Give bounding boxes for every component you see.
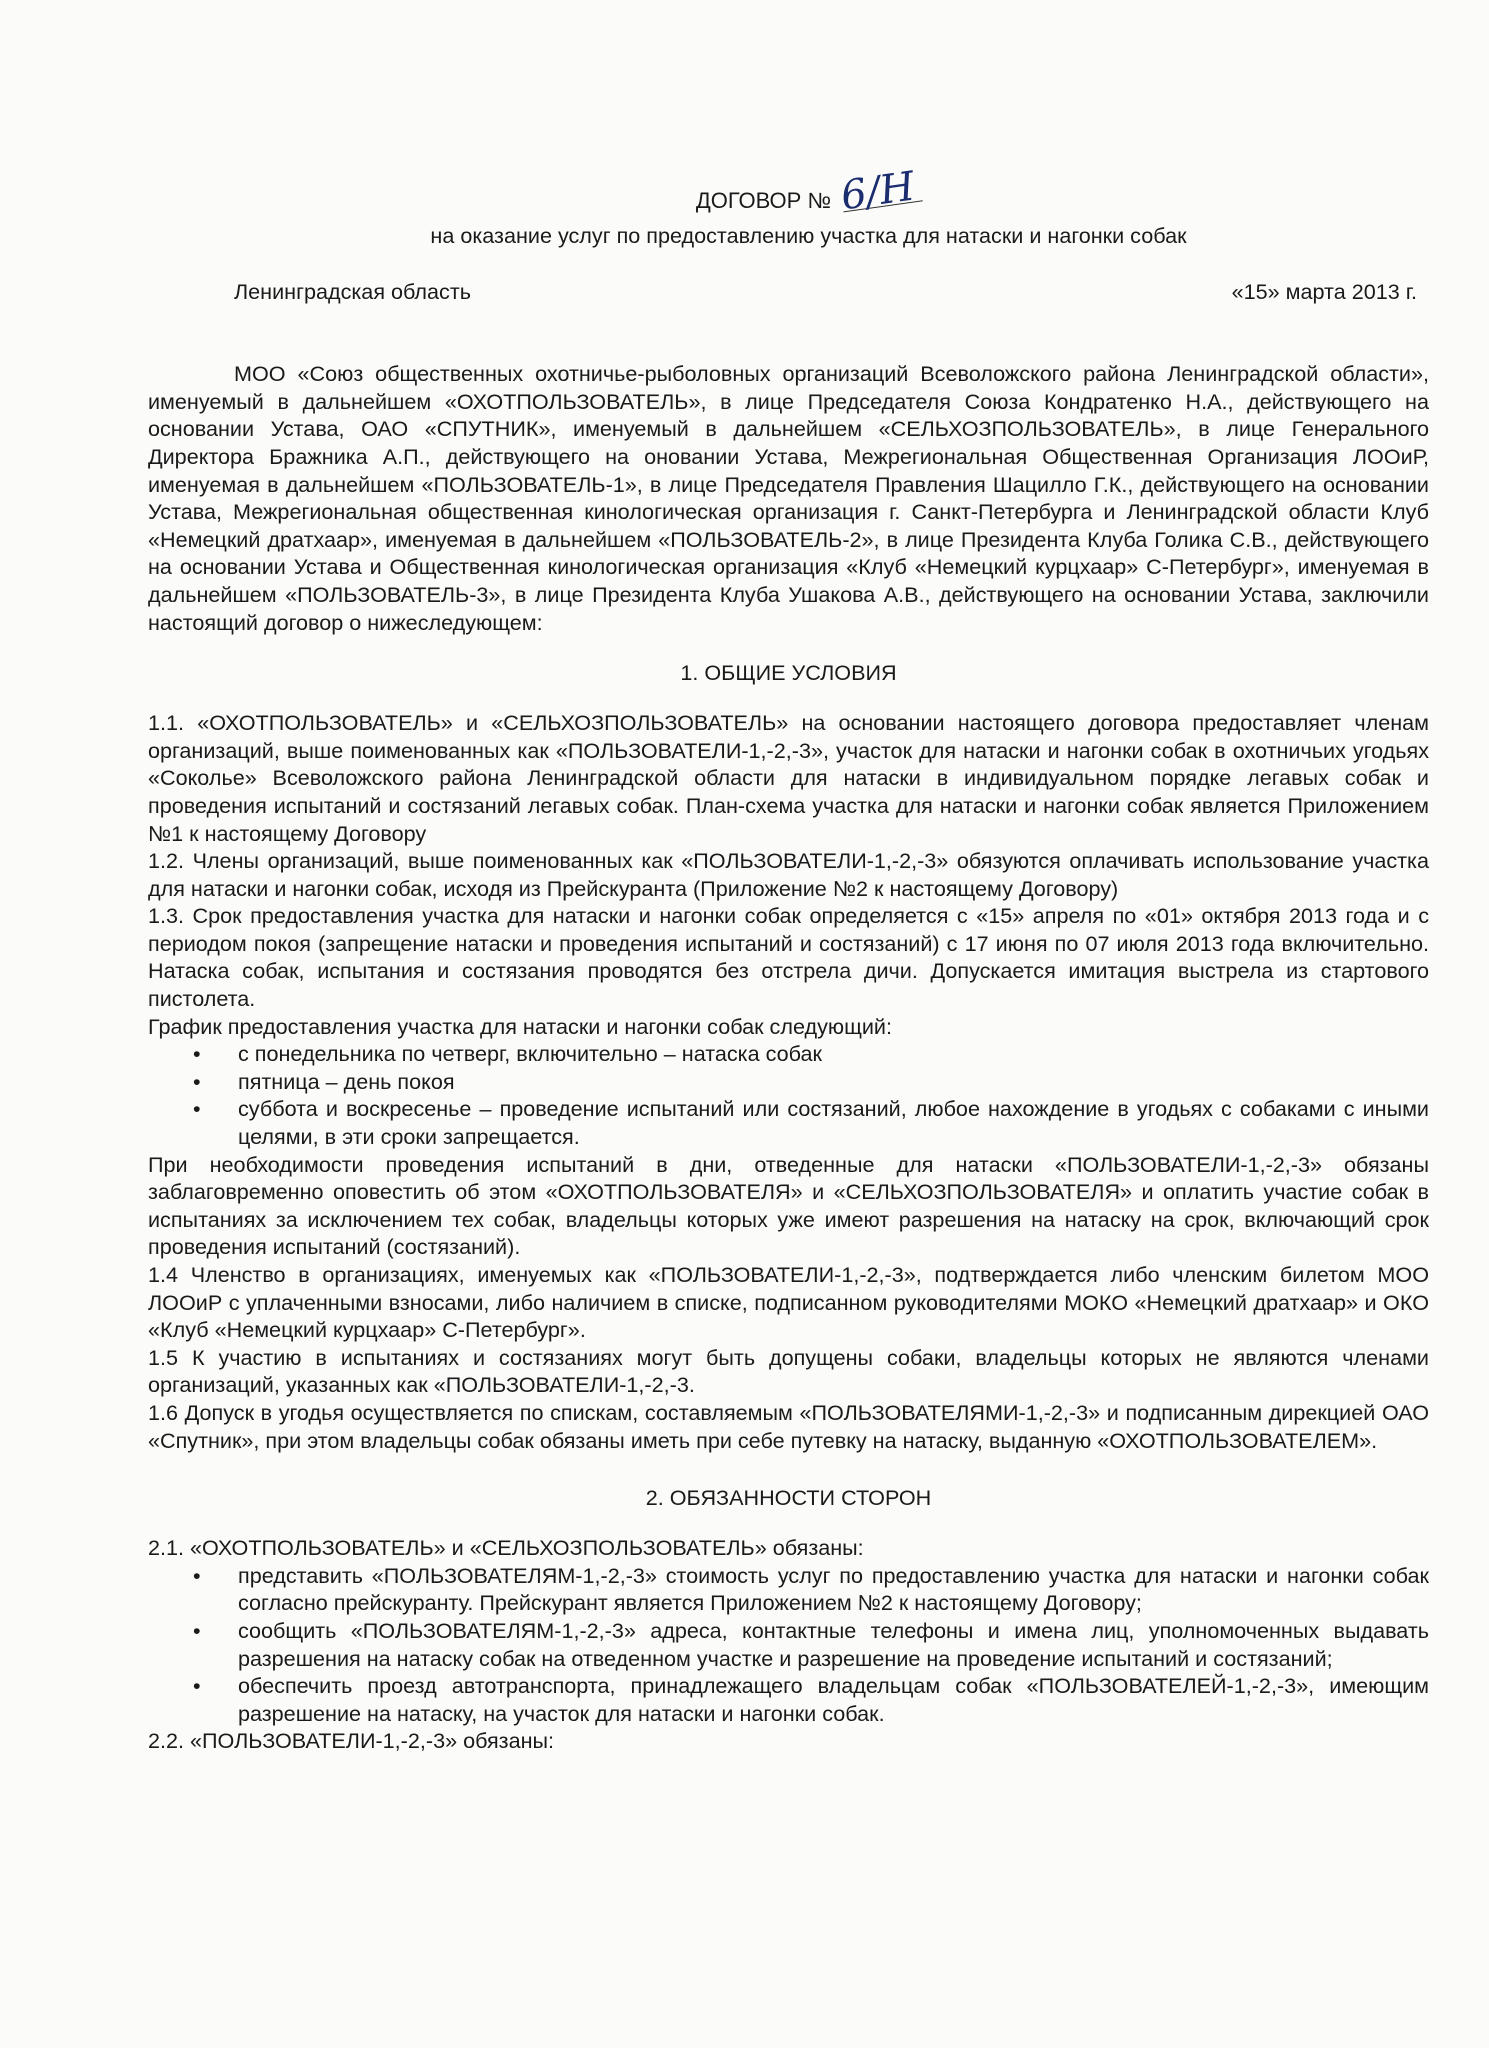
- schedule-item: • с понедельника по четверг, включительно – натаска собак: [193, 1040, 1429, 1068]
- schedule-intro: График предоставления участка для натаски и нагонки собак следующий:: [148, 1013, 892, 1039]
- duties-list: [148, 1562, 1429, 1728]
- duty-item: • обеспечить проезд автотранспорта, принадлежащего владельцам собак «ПОЛЬЗОВАТЕЛЕЙ-1,-2,-3», имеющим разрешение на натаску, на участок для натаски и нагонки собак.: [193, 1672, 1429, 1727]
- clause-1-6: 1.6 Допуск в угодья осуществляется по спискам, составляемым «ПОЛЬЗОВАТЕЛЯМИ-1,-2,-3» и подписанным дирекцией ОАО «Спутник», при этом владельцы собак обязаны иметь при себе путевку на натаску, выданную «ОХОТПОЛЬЗОВАТЕЛЕМ».: [148, 1399, 1429, 1453]
- section-1-heading: 1. ОБЩИЕ УСЛОВИЯ: [680, 660, 897, 686]
- handwritten-contract-number: 6/Н: [839, 171, 923, 213]
- clause-1-1: 1.1. «ОХОТПОЛЬЗОВАТЕЛЬ» и «СЕЛЬХОЗПОЛЬЗОВАТЕЛЬ» на основании настоящего договора предоставляет членам организаций, выше поименованных как «ПОЛЬЗОВАТЕЛИ-1,-2,-3», участок для натаски и нагонки собак в охотничьих угодьях «Соколье» Всеволожского района Ленинградской области для натаски в индивидуальном порядке легавых собак и проведения испытаний и состязаний легавых собак. План-схема участка для натаски и нагонки собак является Приложением №1 к настоящему Договору: [148, 710, 1429, 846]
- contract-date: «15» марта 2013 г.: [1231, 278, 1417, 304]
- duty-item: • сообщить «ПОЛЬЗОВАТЕЛЯМ-1,-2,-3» адреса, контактные телефоны и имена лиц, уполномоченных выдавать разрешения на натаску собак на отведенном участке и разрешение на проведение испытаний и состязаний;: [193, 1617, 1429, 1672]
- contract-place: Ленинградская область: [234, 278, 471, 304]
- schedule-item: • суббота и воскресенье – проведение испытаний или состязаний, любое нахождение в угодьях с собаками с иными целями, в эти сроки запрещается.: [193, 1095, 1429, 1150]
- clause-1-2: 1.2. Члены организаций, выше поименованных как «ПОЛЬЗОВАТЕЛИ-1,-2,-3» обязуются оплачивать использование участка для натаски и нагонки собак, исходя из Прейскуранта (Приложение №2 к настоящему Договору): [148, 848, 1429, 901]
- section-2-heading: 2. ОБЯЗАННОСТИ СТОРОН: [645, 1485, 932, 1511]
- title-prefix: ДОГОВОР №: [695, 188, 832, 213]
- contract-subtitle: на оказание услуг по предоставлению участка для натаски и нагонки собак: [430, 223, 1187, 248]
- place-date-row: [148, 278, 1429, 306]
- preamble-paragraph: МОО «Союз общественных охотничье-рыболовных организаций Всеволожского района Ленинградской области», именуемый в дальнейшем «ОХОТПОЛЬЗОВАТЕЛЬ», в лице Председателя Союза Кондратенко Н.А., действующего на основании Устава, ОАО «СПУТНИК», именуемый в дальнейшем «СЕЛЬХОЗПОЛЬЗОВАТЕЛЬ», в лице Генерального Директора Бражника А.П., действующего на оновании Устава, Межрегиональная Общественная Организация ЛООиР, именуемая в дальнейшем «ПОЛЬЗОВАТЕЛЬ-1», в лице Председателя Правления Шацилло Г.К., действующего на основании Устава, Межрегиональная общественная кинологическая организация г. Санкт-Петербурга и Ленинградской области Клуб «Немецкий дратхаар», именуемая в дальнейшем «ПОЛЬЗОВАТЕЛЬ-2», в лице Президента Клуба Голика С.В., действующего на основании Устава и Общественная кинологическая организация «Клуб «Немецкий курцхаар» С-Петербург», именуемая в дальнейшем «ПОЛЬЗОВАТЕЛЬ-3», в лице Президента Клуба Ушакова А.В., действующего на основании Устава, заключили настоящий договор о нижеследующем:: [148, 361, 1429, 635]
- clause-1-4: 1.4 Членство в организациях, именуемых как «ПОЛЬЗОВАТЕЛИ-1,-2,-3», подтверждается либо членским билетом МОО ЛООиР с уплаченными взносами, либо наличием в списке, подписанном руководителями МОКО «Немецкий дратхаар» и ОКО «Клуб «Немецкий курцхаар» С-Петербург».: [148, 1262, 1429, 1343]
- duty-item: • представить «ПОЛЬЗОВАТЕЛЯМ-1,-2,-3» стоимость услуг по предоставлению участка для натаски и нагонки собак согласно прейскуранту. Прейскурант является Приложением №2 к настоящему Договору;: [193, 1562, 1429, 1617]
- tests-paragraph: При необходимости проведения испытаний в дни, отведенные для натаски «ПОЛЬЗОВАТЕЛИ-1,-2,-3» обязаны заблаговременно оповестить об этом «ОХОТПОЛЬЗОВАТЕЛЯ» и «СЕЛЬХОЗПОЛЬЗОВАТЕЛЯ» и оплатить участие собак в испытаниях за исключением тех собак, владельцы которых уже имеют разрешения на натаску на срок, включающий срок проведения испытаний (состязаний).: [148, 1151, 1429, 1260]
- clause-2-1: 2.1. «ОХОТПОЛЬЗОВАТЕЛЬ» и «СЕЛЬХОЗПОЛЬЗОВАТЕЛЬ» обязаны:: [148, 1535, 864, 1561]
- clause-1-5: 1.5 К участию в испытаниях и состязаниях могут быть допущены собаки, владельцы которых не являются членами организаций, указанных как «ПОЛЬЗОВАТЕЛИ-1,-2,-3.: [148, 1344, 1429, 1398]
- clause-1-3: 1.3. Срок предоставления участка для натаски и нагонки собак определяется с «15» апреля по «01» октября 2013 года и с периодом покоя (запрещение натаски и проведения испытаний и состязаний) с 17 июня по 07 июля 2013 года включительно. Натаска собак, испытания и состязания проводятся без отстрела дичи. Допускается имитация выстрела из стартового пистолета.: [148, 903, 1429, 1012]
- contract-title: [148, 163, 1429, 220]
- clause-2-2: 2.2. «ПОЛЬЗОВАТЕЛИ-1,-2,-3» обязаны:: [148, 1728, 555, 1754]
- schedule-item: • пятница – день покоя: [193, 1068, 1429, 1096]
- schedule-list: [148, 1040, 1429, 1150]
